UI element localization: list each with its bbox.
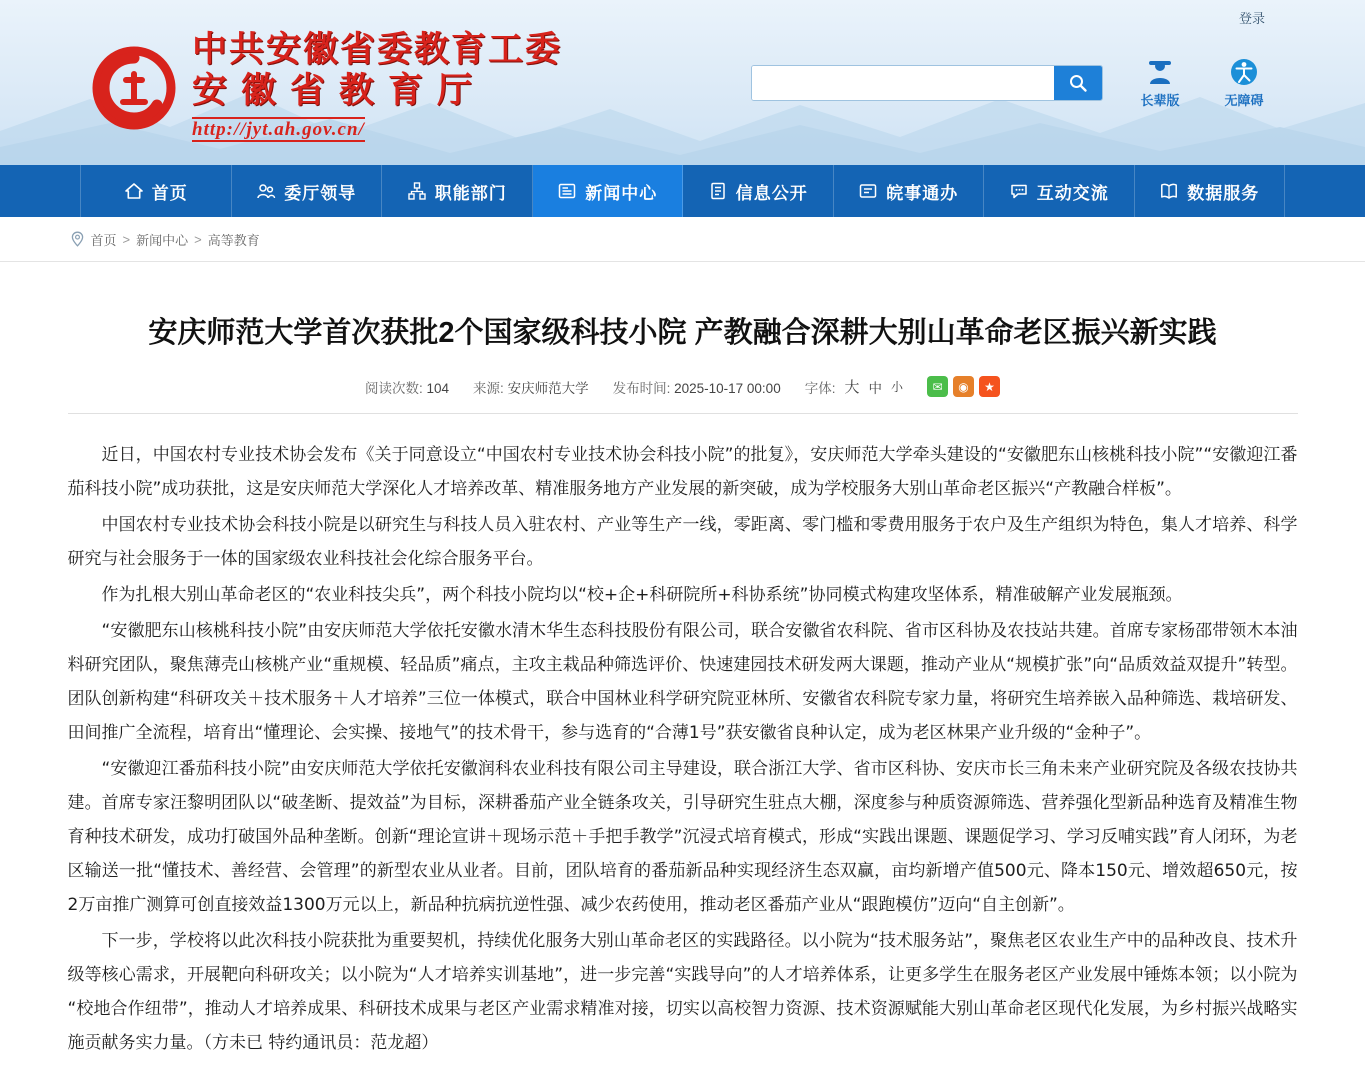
source-value: 安庆师范大学	[507, 380, 589, 396]
nav-label-departments: 职能部门	[434, 183, 507, 203]
nav-item-home[interactable]	[80, 165, 232, 217]
page-title: 安庆师范大学首次获批2个国家级科技小院 产教融合深耕大别山革命老区振兴新实践	[148, 317, 1217, 350]
search-box[interactable]	[751, 65, 1103, 101]
article-paragraph: “安徽肥东山核桃科技小院”由安庆师范大学依托安徽水清木华生态科技股份有限公司，联合安徽省农科院、省市区科协及农技站共建。首席专家杨邵带领木本油料研究团队，聚焦薄壳山核桃产业“重规模、轻品质”痛点，主攻主栽品种筛选评价、快速建园技术研发两大课题，推动产业从“规模扩张”向“品质效益双提升”转型。团队创新构建“科研攻关＋技术服务＋人才培养”三位一体模式，联合中国林业科学研究院亚林所、安徽省农科院专家力量，将研究生培养嵌入品种筛选、栽培研发、田间推广全流程，培育出“懂理论、会实操、接地气”的技术骨干，参与选育的“合薄1号”获安徽省良种认定，成为老区林果产业升级的“金种子”。	[67, 621, 1298, 744]
fontsize-label: 字体:	[804, 380, 836, 396]
fontsize-group	[805, 376, 903, 397]
brand-url: http://jyt.ah.gov.cn/	[192, 119, 365, 140]
article-paragraph: 下一步，学校将以此次科技小院获批为重要契机，持续优化服务大别山革命老区的实践路径。以小院为“技术服务站”，聚焦老区农业生产中的品种改良、技术升级等核心需求，开展靶向科研攻关；以小院为“人才培养实训基地”，进一步完善“实践导向”的人才培养体系，让更多学生在服务老区产业发展中锤炼本领；以小院为“校地合作纽带”，推动人才培养成果、科研技术成果与老区产业需求精准对接，切实以高校智力资源、技术资源赋能大别山革命老区现代化发展，为乡村振兴战略实施贡献务实力量。（方未已 特约通讯员：范龙超）	[67, 931, 1298, 1054]
nav-item-leaders[interactable]	[232, 165, 383, 217]
elder-mode-icon	[1129, 56, 1191, 90]
publish-label: 发布时间:	[612, 380, 671, 396]
article-paragraph: 中国农村专业技术协会科技小院是以研究生与科技人员入驻农村、产业等生产一线，零距离、零门槛和零费用服务于农户及生产组织为特色，集人才培养、科学研究与社会服务于一体的国家级农业科技社会化综合服务平台。	[67, 515, 1298, 570]
nav-item-data-service[interactable]	[1135, 165, 1286, 217]
accessibility-icon	[1213, 56, 1275, 90]
search-button[interactable]	[1054, 66, 1102, 100]
service-icon	[858, 181, 878, 201]
breadcrumb-item-1[interactable]: 新闻中心	[136, 232, 189, 248]
accessibility-button[interactable]	[1213, 56, 1275, 109]
article-paragraph: 近日，中国农村专业技术协会发布《关于同意设立“中国农村专业技术协会科技小院”的批复》，安庆师范大学牵头建设的“安徽肥东山核桃科技小院”“安徽迎江番茄科技小院”成功获批，这是安庆师范大学深化人才培养改革、精准服务地方产业发展的新突破，成为学校服务大别山革命老区振兴“产教融合样板”。	[67, 445, 1298, 500]
brand-line1: 中共安徽省委教育工委	[192, 30, 563, 70]
source-label: 来源:	[473, 380, 504, 396]
breadcrumb-item-2[interactable]: 高等教育	[207, 232, 260, 248]
departments-icon	[407, 181, 427, 201]
nav-label-leaders: 委厅领导	[284, 183, 357, 203]
nav-item-departments[interactable]	[382, 165, 533, 217]
nav-label-home: 首页	[151, 183, 188, 203]
breadcrumb	[68, 217, 1298, 261]
fontsize-big-button[interactable]: 大	[844, 379, 860, 397]
ah-education-emblem-icon	[90, 44, 178, 132]
disclosure-icon	[708, 181, 728, 201]
views-label: 阅读次数:	[364, 380, 423, 396]
article	[68, 262, 1298, 1092]
breadcrumb-sep-1: >	[194, 231, 202, 247]
elder-mode-label: 长辈版	[1140, 93, 1180, 108]
login-link[interactable]: 登录	[1238, 11, 1265, 26]
article-paragraph: “安徽迎江番茄科技小院”由安庆师范大学依托安徽润科农业科技有限公司主导建设，联合浙江大学、省市区科协、安庆市长三角未来产业研究院及各级农技协共建。首席专家汪黎明团队以“破垄断、提效益”为目标，深耕番茄产业全链条攻关，引导研究生驻点大棚，深度参与种质资源筛选、营养强化型新品种选育及精准生物育种技术研发，成功打破国外品种垄断。创新“理论宣讲＋现场示范＋手把手教学”沉浸式培育模式，形成“实践出课题、课题促学习、学习反哺实践”育人闭环，为老区输送一批“懂技术、善经营、会管理”的新型农业从业者。目前，团队培育的番茄新品种实现经济生态双赢，亩均新增产值500元、降本150元、增效超650元，按2万亩推广测算可创直接效益1300万元以上，新品种抗病抗逆性强、减少农药使用，推动老区番茄产业从“跟跑模仿”迈向“自主创新”。	[67, 759, 1298, 916]
data-service-icon	[1159, 181, 1179, 201]
nav-label-data-service: 数据服务	[1187, 183, 1260, 203]
article-body	[68, 438, 1298, 1060]
share-group	[927, 376, 1000, 397]
site-banner	[0, 0, 1365, 165]
nav-item-service[interactable]	[834, 165, 985, 217]
nav-label-disclosure: 信息公开	[735, 183, 808, 203]
nav-label-news: 新闻中心	[585, 183, 658, 203]
leaders-icon	[256, 181, 276, 201]
favorite-share-icon[interactable]: ★	[979, 376, 1000, 397]
search-input[interactable]	[752, 66, 1054, 100]
login-bar	[0, 8, 1365, 27]
main-nav	[0, 165, 1365, 217]
breadcrumb-sep-0: >	[122, 231, 131, 247]
site-logo[interactable]	[90, 30, 563, 142]
publish-value: 2025-10-17 00:00	[674, 380, 781, 396]
views-value: 104	[426, 380, 450, 396]
breadcrumb-item-0[interactable]: 首页	[90, 232, 117, 248]
wechat-share-icon[interactable]: ✉	[927, 376, 948, 397]
fontsize-mid-button[interactable]: 中	[868, 380, 882, 396]
elder-mode-button[interactable]	[1129, 56, 1191, 109]
article-meta	[68, 376, 1298, 414]
weibo-share-icon[interactable]: ◉	[953, 376, 974, 397]
news-icon	[557, 181, 577, 201]
article-paragraph: 作为扎根大别山革命老区的“农业科技尖兵”，两个科技小院均以“校+企+科研院所+科协系统”协同模式构建攻坚体系，精准破解产业发展瓶颈。	[101, 585, 1183, 606]
search-icon	[1068, 73, 1088, 93]
home-icon	[124, 181, 144, 201]
nav-label-service: 皖事通办	[886, 183, 959, 203]
location-pin-icon	[70, 231, 85, 247]
interaction-icon	[1009, 181, 1029, 201]
fontsize-small-button[interactable]: 小	[890, 380, 903, 395]
nav-item-interaction[interactable]	[984, 165, 1135, 217]
accessibility-label: 无障碍	[1224, 93, 1264, 108]
nav-item-news[interactable]	[533, 165, 684, 217]
nav-item-disclosure[interactable]	[683, 165, 834, 217]
brand-line2: 安徽省教育厅	[192, 71, 487, 111]
nav-label-interaction: 互动交流	[1036, 183, 1109, 203]
